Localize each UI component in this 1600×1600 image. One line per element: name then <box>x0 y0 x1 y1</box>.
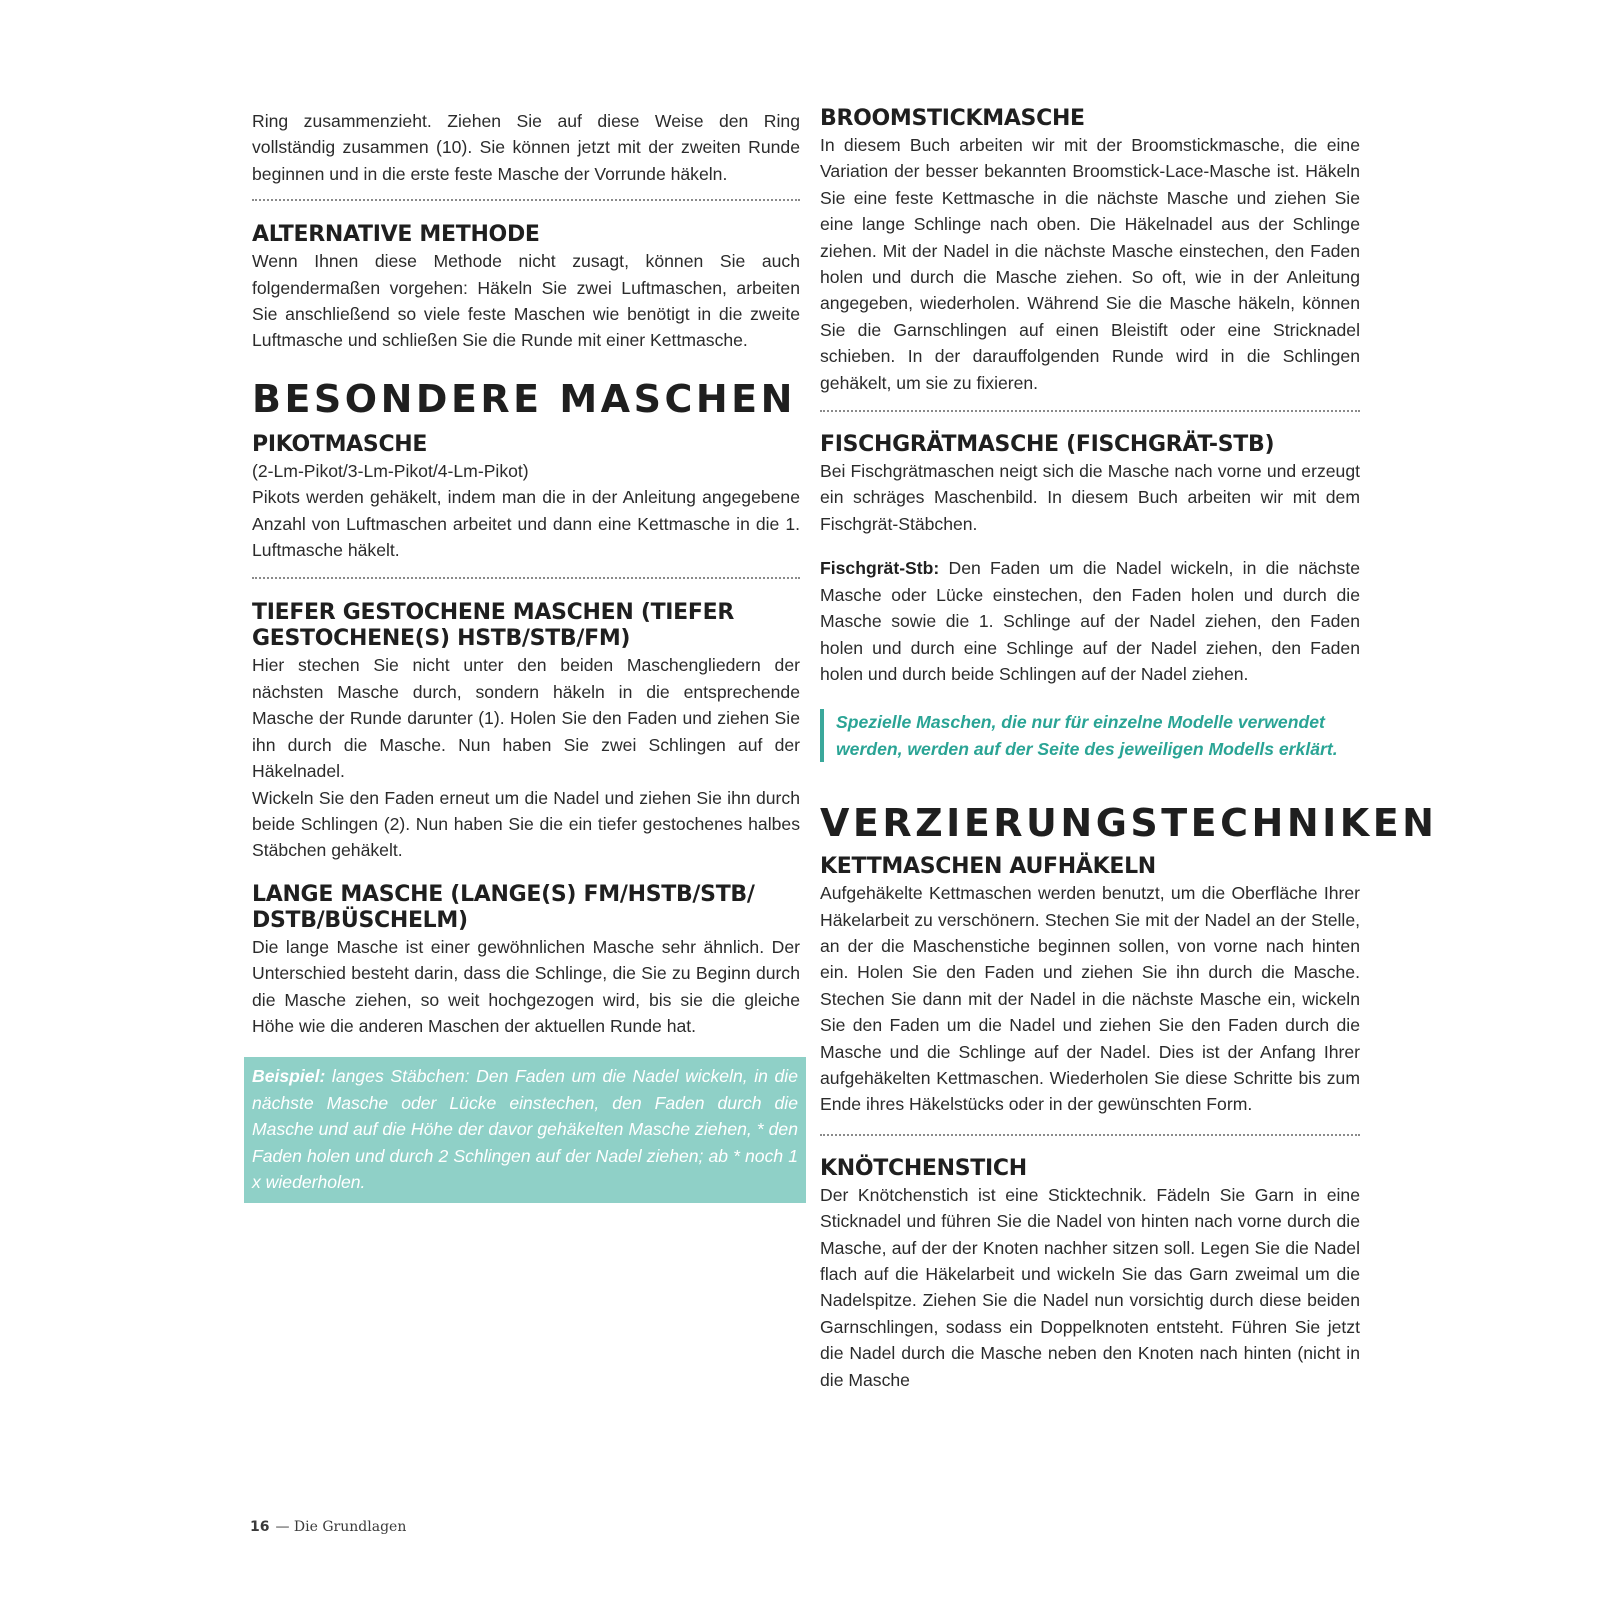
right-column <box>820 104 1438 1393</box>
dotted-divider <box>820 410 1360 412</box>
lange-paragraph: Die lange Masche ist einer gewöhnlichen Masche sehr ähnlich. Der Unterschied besteht darin, dass die Schlinge, die Sie zu Beginn durch die Masche ziehen, so weit hochgezogen wird, bis sie die gleiche Höhe wie die anderen Maschen der aktuellen Runde hat. <box>252 936 800 1036</box>
page-number: 16 <box>250 1519 270 1535</box>
fisch-paragraph: Bei Fischgrätmaschen neigt sich die Masche nach vorne und erzeugt ein schräges Maschenbild. In diesem Buch arbeiten wir mit dem Fischgrät-Stäbchen. <box>820 461 1360 534</box>
page-footer <box>250 1519 406 1535</box>
intro-paragraph: Ring zusammenzieht. Ziehen Sie auf diese Weise den Ring vollständig zusammen (10). Sie können jetzt mit der zweiten Runde beginnen und in die erste feste Masche der Vorrunde häkeln. <box>252 111 800 184</box>
broomstick-paragraph: In diesem Buch arbeiten wir mit der Broomstickmasche, die eine Variation der besser bekannten Broomstick-Lace-Masche ist. Häkeln Sie eine feste Kettmasche in die nächste Masche und ziehen Sie eine lange Schlinge nach oben. Die Häkelnadel aus der Schlinge ziehen. Mit der Nadel in die nächste Masche einstechen, den Faden holen und durch die Masche ziehen. So oft, wie in der Anleitung angegeben, wiederholen. Während Sie die Masche häkeln, können Sie die Garnschlingen auf einen Bleistift oder eine Stricknadel schieben. In der darauffolgenden Runde wird in die Schlingen gehäkelt, um sie zu fixieren. <box>820 135 1360 393</box>
kett-paragraph: Aufgehäkelte Kettmaschen werden benutzt, um die Oberfläche Ihrer Häkelarbeit zu verschönern. Stechen Sie mit der Nadel an der Stelle, an der die Maschenstiche beginnen sollen, von vorne nach hinten ein. Holen Sie den Faden und ziehen Sie ihn durch die Masche. Stechen Sie dann mit der Nadel in die nächste Masche ein, wickeln Sie den Faden um die Nadel und ziehen Sie den Faden durch die Masche und die Schlinge auf der Nadel. Dies ist der Anfang Ihrer aufgehäkelten Kettmaschen. Wiederholen Sie diese Schritte bis zum Ende ihres Häkelstücks oder in der gewünschten Form. <box>820 883 1360 1115</box>
example-text: langes Stäbchen: Den Faden um die Nadel wickeln, in die nächste Masche oder Lücke einstechen, den Faden durch die Masche und auf die Höhe der davor gehäkelten Masche ziehen, * den Faden holen und durch 2 Schlingen auf der Nadel ziehen; ab * noch 1 x wiederholen. <box>252 1066 798 1192</box>
left-column <box>252 104 800 1203</box>
heading-kettmaschen-aufhaekeln: KETTMASCHEN AUFHÄKELN <box>820 854 1156 880</box>
heading-lange-masche: LANGE MASCHE (LANGE(S) FM/HSTB/STB/ DSTB/BÜSCHELM) <box>252 881 755 933</box>
heading-knoetchenstich: KNÖTCHENSTICH <box>820 1155 1027 1181</box>
knoetchen-paragraph: Der Knötchenstich ist eine Sticktechnik. Fädeln Sie Garn in eine Sticknadel und führen Sie die Nadel von hinten nach vorne durch die Masche, auf der der Knoten nachher sitzen soll. Legen Sie die Nadel flach auf die Häkelarbeit und wickeln Sie das Garn zweimal um die Nadelspitze. Ziehen Sie die Nadel nun vorsichtig durch diese beiden Garnschlingen, sodass ein Doppelknoten entsteht. Führen Sie jetzt die Nadel durch die Masche neben den Knoten nach hinten (nicht in die Masche <box>820 1184 1360 1390</box>
fisch-stb-lead: Fischgrät-Stb: <box>820 558 940 579</box>
heading-alternative-methode: ALTERNATIVE METHODE <box>252 222 540 248</box>
footer-label: — Die Grundlagen <box>275 1519 407 1535</box>
dotted-divider <box>820 1134 1360 1136</box>
fisch-stb-text: Den Faden um die Nadel wickeln, in die nächste Masche oder Lücke einstechen, den Faden holen und durch die Masche sowie die 1. Schlinge auf der Nadel ziehen, den Faden holen und durch eine Schlinge auf der Nadel ziehen, den Faden holen und durch beide Schlingen auf der Nadel ziehen. <box>820 558 1360 684</box>
pikot-paragraph: Pikots werden gehäkelt, indem man die in der Anleitung angegebene Anzahl von Luftmaschen arbeitet und dann eine Kettmasche in die 1. Luftmasche häkelt. <box>252 487 800 561</box>
example-paragraph <box>252 1063 798 1195</box>
section-title-verzierungstechniken: VERZIERUNGSTECHNIKEN <box>820 801 1438 846</box>
note-text: Spezielle Maschen, die nur für einzelne Modelle verwendet werden, werden auf der Seite des jeweiligen Modells erklärt. <box>836 712 1338 759</box>
example-lead: Beispiel: <box>252 1066 326 1087</box>
example-box <box>244 1057 806 1203</box>
tiefer-paragraph-2: Wickeln Sie den Faden erneut um die Nadel und ziehen Sie ihn durch beide Schlingen (2). Nun haben Sie die ein tiefer gestochenes halbes Stäbchen gehäkelt. <box>252 787 800 861</box>
dotted-divider <box>252 577 800 579</box>
alternative-paragraph: Wenn Ihnen diese Methode nicht zusagt, können Sie auch folgendermaßen vorgehen: Häkeln Sie zwei Luftmaschen, arbeiten Sie anschließend so viele feste Maschen wie benötigt in die zweite Luftmasche und schließen Sie die Runde mit einer Kettmasche. <box>252 251 800 351</box>
note-box <box>820 709 1360 762</box>
heading-pikotmasche: PIKOTMASCHE <box>252 431 428 457</box>
section-title-besondere-maschen: BESONDERE MASCHEN <box>252 376 796 421</box>
heading-fischgraetmasche: FISCHGRÄTMASCHE (FISCHGRÄT-STB) <box>820 432 1275 458</box>
fisch-stb-paragraph <box>820 555 1360 687</box>
dotted-divider <box>252 199 800 201</box>
pikot-subtitle: (2-Lm-Pikot/3-Lm-Pikot/4-Lm-Pikot) <box>252 460 529 481</box>
heading-tiefer-gestochene-maschen: TIEFER GESTOCHENE MASCHEN (TIEFER GESTOCHENE(S) HSTB/STB/FM) <box>252 600 734 652</box>
heading-broomstickmasche: BROOMSTICKMASCHE <box>820 106 1085 131</box>
tiefer-paragraph-1: Hier stechen Sie nicht unter den beiden Maschengliedern der nächsten Masche durch, sondern häkeln in die entsprechende Masche der Runde darunter (1). Holen Sie den Faden und ziehen Sie ihn durch die Masche. Nun haben Sie zwei Schlingen auf der Häkelnadel. <box>252 655 800 782</box>
